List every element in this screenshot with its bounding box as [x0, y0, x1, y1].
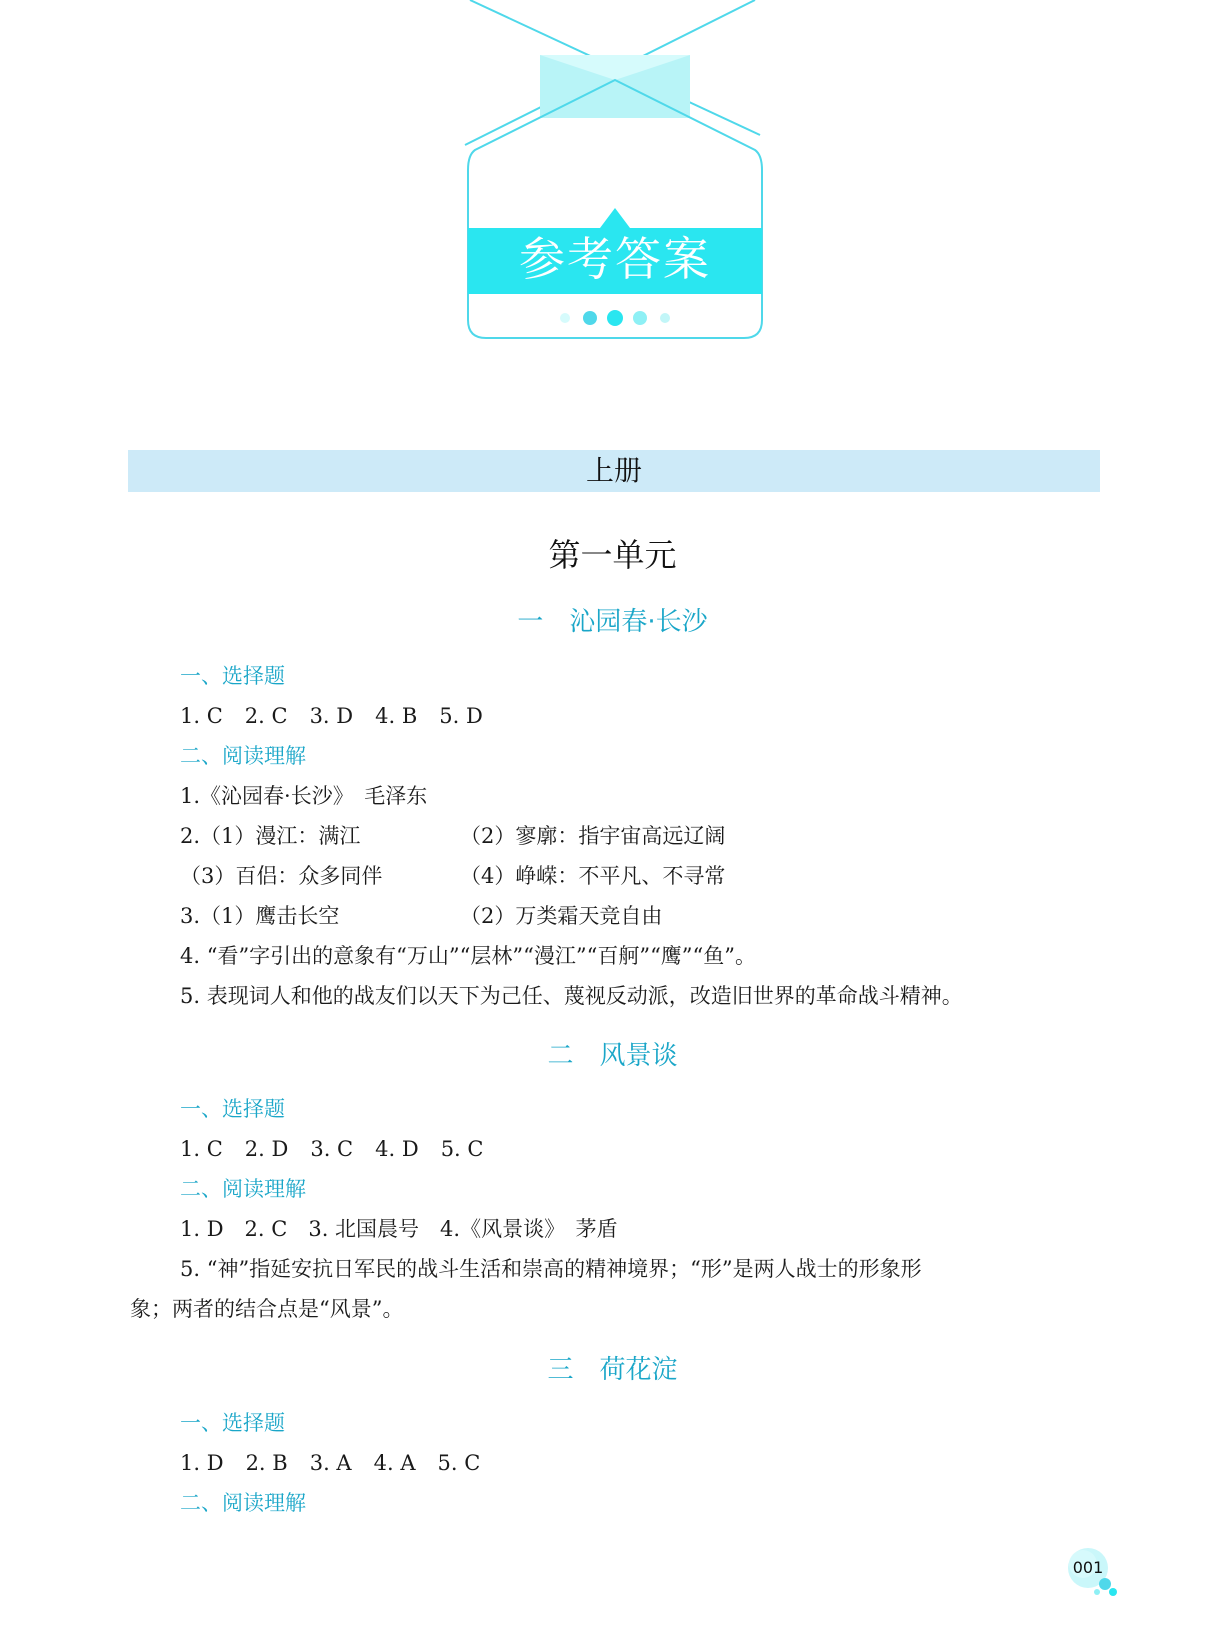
answer: 5. C: [437, 1451, 481, 1475]
answer-line: 3.（1）鹰击长空: [180, 904, 340, 928]
unit-title: 第一单元: [548, 536, 677, 574]
choice-answers: [180, 1447, 502, 1479]
lesson-number: 二: [547, 1041, 574, 1071]
answer: 4. D: [375, 1137, 419, 1161]
volume-bar: [128, 450, 1100, 492]
answer: 5. D: [439, 704, 483, 728]
lesson-number: 一: [517, 607, 544, 637]
answer-line: （3）百侣：众多同伴: [180, 864, 383, 888]
lesson-title-3: [0, 1350, 1225, 1390]
answer-line: 5. 表现词人和他的战友们以天下为己任、蔑视反动派，改造旧世界的革命战斗精神。: [180, 984, 963, 1008]
choice-answers: [180, 1133, 505, 1165]
answer-line: 象；两者的结合点是“风景”。: [130, 1297, 404, 1321]
lesson-name: 荷花淀: [599, 1355, 678, 1385]
section-heading-choice: 一、选择题: [180, 664, 285, 688]
answer: 4. B: [375, 704, 418, 728]
section-heading-choice: 一、选择题: [180, 1097, 285, 1121]
choice-answers: [180, 700, 505, 732]
answer-line: （2）寥廓：指宇宙高远辽阔: [460, 824, 726, 848]
answer-line: 4. “看”字引出的意象有“万山”“层林”“漫江”“百舸”“鹰”“鱼”。: [180, 944, 757, 968]
answer: 5. C: [440, 1137, 484, 1161]
lesson-number: 三: [547, 1355, 574, 1385]
section-heading-reading: 二、阅读理解: [180, 1491, 306, 1515]
banner-title: 参考答案: [519, 232, 711, 286]
answer-line: （4）峥嵘：不平凡、不寻常: [460, 864, 726, 888]
page-number: 001: [1072, 1558, 1104, 1577]
volume-title: 上册: [585, 454, 642, 487]
lesson-name: 沁园春·长沙: [569, 607, 708, 637]
answer-line: 1. D 2. C 3. 北国晨号 4.《风景谈》 茅盾: [180, 1217, 618, 1241]
section-heading-choice: 一、选择题: [180, 1411, 285, 1435]
header-graphic: [0, 0, 1225, 360]
lesson-name: 风景谈: [599, 1041, 678, 1071]
answer: 2. B: [245, 1451, 288, 1475]
answer-line: 2.（1）漫江：满江: [180, 824, 361, 848]
answer: 3. C: [310, 1137, 354, 1161]
answer-line: 5. “神”指延安抗日军民的战斗生活和崇高的精神境界；“形”是两人战士的形象形: [180, 1257, 922, 1281]
lesson-title-2: [0, 1036, 1225, 1076]
answer: 4. A: [373, 1451, 416, 1475]
answer: 1. D: [180, 1451, 224, 1475]
answer: 1. C: [180, 704, 223, 728]
answer-line: （2）万类霜天竞自由: [460, 904, 663, 928]
answer: 3. D: [309, 704, 354, 728]
section-heading-reading: 二、阅读理解: [180, 1177, 306, 1201]
answer: 2. D: [244, 1137, 289, 1161]
answer: 2. C: [244, 704, 288, 728]
lesson-title-1: [0, 602, 1225, 642]
answer-line: 1.《沁园春·长沙》 毛泽东: [180, 784, 428, 808]
answer: 1. C: [180, 1137, 223, 1161]
answer: 3. A: [309, 1451, 352, 1475]
section-heading-reading: 二、阅读理解: [180, 744, 306, 768]
